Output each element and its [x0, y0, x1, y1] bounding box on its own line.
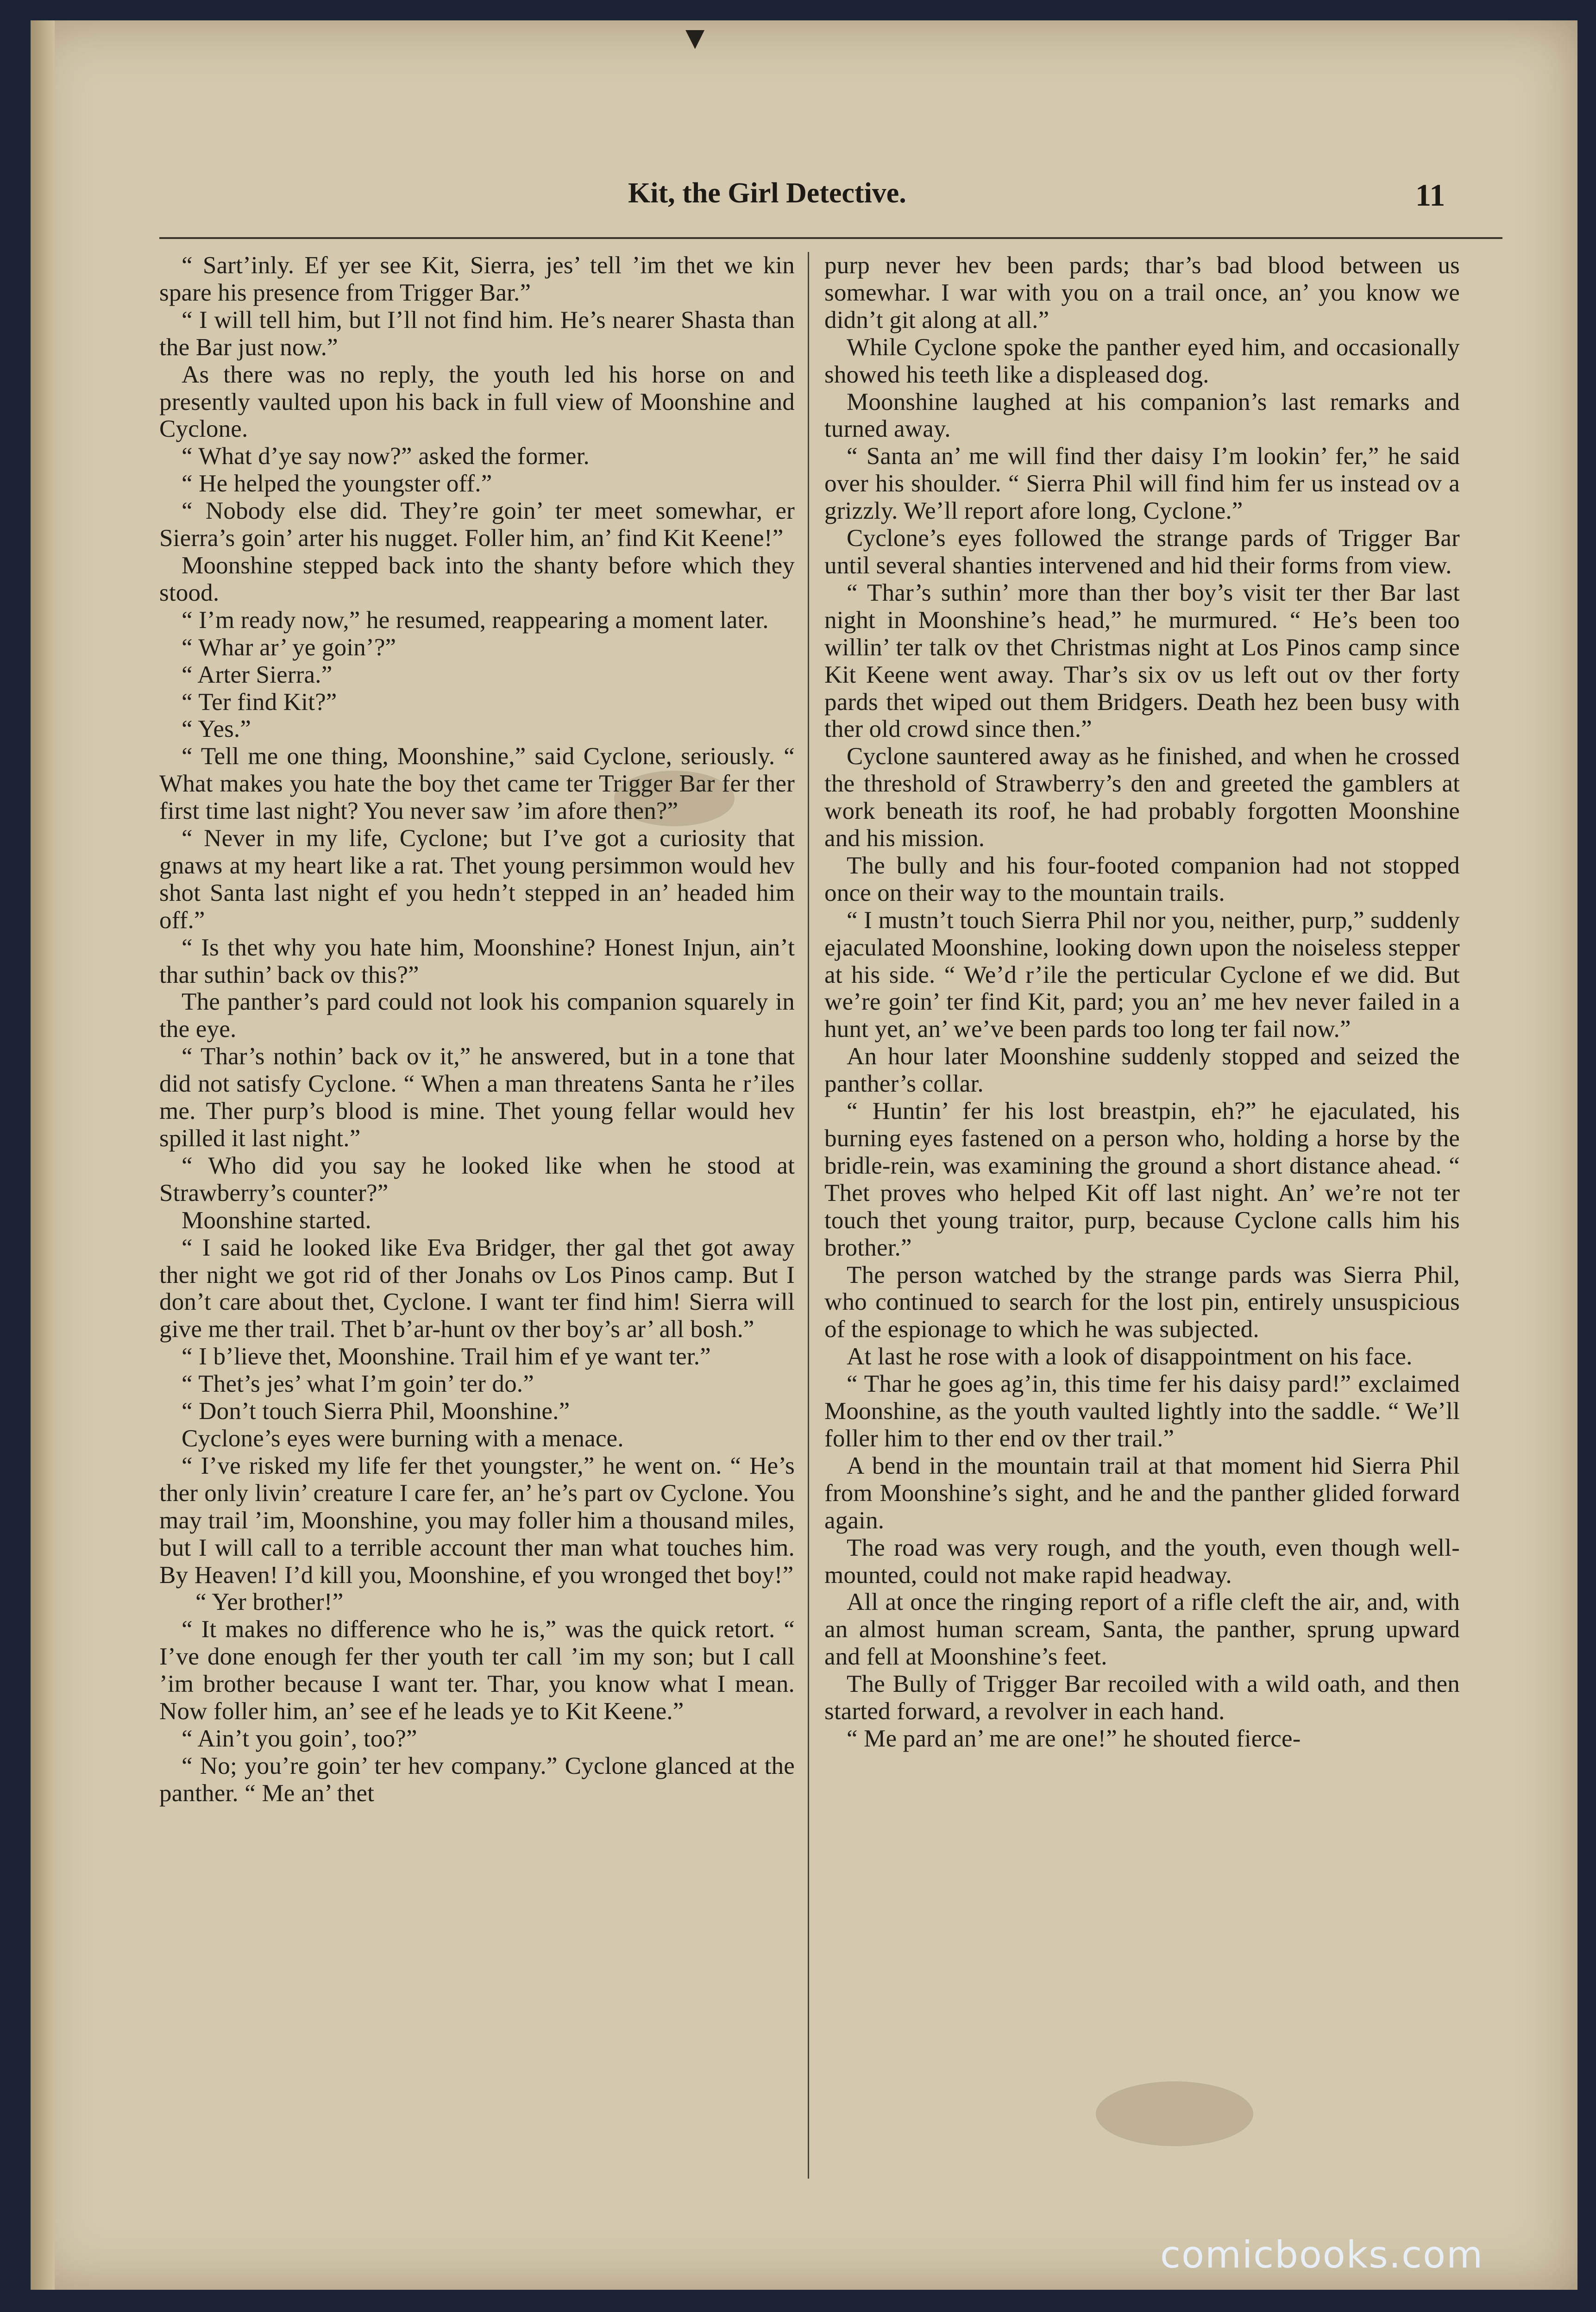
header-rule	[159, 237, 1502, 239]
paragraph: “ Never in my life, Cyclone; but I’ve got a curiosity that gnaws at my heart like a rat. Thet young persimmon would hev shot Santa last night ef you hedn’t stepped in an’ headed him off.”	[159, 825, 795, 934]
paragraph: The bully and his four-footed companion had not stopped once on their way to the mountain trails.	[824, 852, 1460, 906]
paragraph: The Bully of Trigger Bar recoiled with a wild oath, and then started forward, a revolver in each hand.	[824, 1671, 1460, 1725]
paragraph: An hour later Moonshine suddenly stopped and seized the panther’s collar.	[824, 1043, 1460, 1098]
paragraph: “ He helped the youngster off.”	[182, 470, 492, 497]
paragraph: “ I’ve risked my life fer thet youngster,” he went on. “ He’s ther only livin’ creature I care fer, an’ he’s part ov Cyclone. You may trail ’im, Moonshine, you may foller him a thousand miles, but I will call to a terrible account ther man what touches him. By Heaven! I’d kill you, Moonshine, ef you wronged thet boy!”	[159, 1452, 795, 1589]
paragraph: “ Me pard an’ me are one!” he shouted fierce-	[847, 1725, 1301, 1752]
paragraph: “ Sart’inly. Ef yer see Kit, Sierra, jes’ tell ’im thet we kin spare his presence from Trigger Bar.”	[159, 252, 795, 306]
paragraph: “ Whar ar’ ye goin’?”	[182, 634, 396, 661]
paragraph: “ I mustn’t touch Sierra Phil nor you, neither, purp,” suddenly ejaculated Moonshine, looking down upon the noiseless stepper at his side. “ We’d r’ile the perticular Cyclone ef we did. But we’re goin’ ter find Kit, pard; you an’ me hev never failed in a hunt yet, an’ we’ve been pards too long ter fail now.”	[824, 906, 1460, 1043]
paragraph: “ Is thet why you hate him, Moonshine? Honest Injun, ain’t thar suthin’ back ov this?”	[159, 934, 795, 988]
paragraph: “ I said he looked like Eva Bridger, ther gal thet got away ther night we got rid of ther Jonahs ov Los Pinos camp. But I don’t care about thet, Cyclone. I want ter find him! Sierra will give me ther trail. Thet b’ar-hunt ov ther boy’s ar’ all bosh.”	[159, 1234, 795, 1343]
paragraph: As there was no reply, the youth led his horse on and presently vaulted upon his back in full view of Moonshine and Cyclone.	[159, 361, 795, 443]
paragraph: Moonshine stepped back into the shanty before which they stood.	[159, 552, 795, 606]
page-header	[31, 177, 1457, 223]
paragraph: While Cyclone spoke the panther eyed him, and occasionally showed his teeth like a displeased dog.	[824, 333, 1460, 388]
paragraph: “ Yer brother!”	[195, 1589, 344, 1616]
text-column-left	[159, 252, 795, 2206]
paragraph: “ I’m ready now,” he resumed, reappearing a moment later.	[182, 606, 769, 634]
paragraph: “ Huntin’ fer his lost breastpin, eh?” he ejaculated, his burning eyes fastened on a person who, holding a horse by the bridle-rein, was examining the ground a short distance ahead. “ Thet proves who helped Kit off last night. An’ we’re not ter touch thet young traitor, purp, because Cyclone calls him his brother.”	[824, 1098, 1460, 1261]
paragraph: All at once the ringing report of a rifle cleft the air, and, with an almost human scream, Santa, the panther, sprung upward and fell at Moonshine’s feet.	[824, 1589, 1460, 1671]
book-page	[31, 20, 1577, 2290]
paragraph: “ Thar he goes ag’in, this time fer his daisy pard!” exclaimed Moonshine, as the youth vaulted lightly into the saddle. “ We’ll foller him to ther end ov ther trail.”	[824, 1370, 1460, 1452]
paragraph: “ Tell me one thing, Moonshine,” said Cyclone, seriously. “ What makes you hate the boy thet came ter Trigger Bar fer ther first time last night? You never saw ’im afore then?”	[159, 743, 795, 825]
paragraph: “ Don’t touch Sierra Phil, Moonshine.”	[182, 1398, 570, 1425]
paragraph: “ Arter Sierra.”	[182, 661, 333, 688]
paragraph: At last he rose with a look of disappointment on his face.	[847, 1343, 1413, 1370]
paragraph: “ It makes no difference who he is,” was the quick retort. “ I’ve done enough fer ther youth ter call ’im my son; but I call ’im brother because I want ter. Thar, you know what I mean. Now foller him, an’ see ef he leads ye to Kit Keene.”	[159, 1616, 795, 1725]
paragraph: “ Nobody else did. They’re goin’ ter meet somewhar, er Sierra’s goin’ arter his nugget. Foller him, an’ find Kit Keene!”	[159, 497, 795, 552]
paragraph: “ Ter find Kit?”	[182, 688, 337, 716]
paragraph: “ What d’ye say now?” asked the former.	[182, 443, 590, 470]
paragraph: “ Thar’s suthin’ more than ther boy’s visit ter ther Bar last night in Moonshine’s head,” he murmured. “ He’s been too willin’ ter talk ov thet Christmas night at Los Pinos camp since Kit Keene went away. Thar’s six ov us left out ov ther forty pards thet wiped out them Bridgers. Death hez been busy with ther old crowd since then.”	[824, 579, 1460, 743]
site-watermark: comicbooks.com	[1160, 2233, 1484, 2276]
paragraph: Moonshine started.	[182, 1206, 371, 1234]
paragraph: The person watched by the strange pards was Sierra Phil, who continued to search for the lost pin, entirely unsuspicious of the espionage to which he was subjected.	[824, 1261, 1460, 1343]
paragraph: “ Who did you say he looked like when he stood at Strawberry’s counter?”	[159, 1152, 795, 1206]
paragraph: “ Santa an’ me will find ther daisy I’m lookin’ fer,” he said over his shoulder. “ Sierra Phil will find him fer us instead ov a grizzly. We’ll report afore long, Cyclone.”	[824, 443, 1460, 525]
paragraph: “ Thar’s nothin’ back ov it,” he answered, but in a tone that did not satisfy Cyclone. “ When a man threatens Santa he r’iles me. Ther purp’s blood is mine. Thet young fellar would hev spilled it last night.”	[159, 1043, 795, 1152]
paragraph: Cyclone’s eyes were burning with a menace.	[182, 1425, 624, 1452]
running-title: Kit, the Girl Detective.	[628, 177, 906, 209]
page-gutter	[31, 20, 55, 2290]
paragraph: “ Thet’s jes’ what I’m goin’ ter do.”	[182, 1370, 534, 1398]
paragraph: Cyclone sauntered away as he finished, and when he crossed the threshold of Strawberry’s den and greeted the gamblers at work beneath its roof, he had probably forgotten Moonshine and his mission.	[824, 743, 1460, 852]
paragraph: The panther’s pard could not look his companion squarely in the eye.	[159, 988, 795, 1043]
paragraph: “ Ain’t you goin’, too?”	[182, 1725, 417, 1752]
paragraph: “ I b’lieve thet, Moonshine. Trail him ef ye want ter.”	[182, 1343, 711, 1370]
paragraph: “ Yes.”	[182, 716, 251, 743]
text-column-right	[824, 252, 1460, 2206]
column-divider	[808, 252, 809, 2179]
paragraph: The road was very rough, and the youth, even though well-mounted, could not make rapid headway.	[824, 1534, 1460, 1589]
paragraph: A bend in the mountain trail at that moment hid Sierra Phil from Moonshine’s sight, and he and the panther glided forward again.	[824, 1452, 1460, 1534]
paragraph: Cyclone’s eyes followed the strange pards of Trigger Bar until several shanties intervened and hid their forms from view.	[824, 525, 1460, 579]
binding-mark: ▼	[679, 20, 711, 56]
page-number: 11	[1415, 177, 1445, 213]
paragraph: “ I will tell him, but I’ll not find him. He’s nearer Shasta than the Bar just now.”	[159, 306, 795, 361]
paragraph: Moonshine laughed at his companion’s last remarks and turned away.	[824, 388, 1460, 443]
paragraph: purp never hev been pards; thar’s bad blood between us somewhar. I war with you on a trail once, an’ you know we didn’t git along at all.”	[824, 252, 1460, 333]
paragraph: “ No; you’re goin’ ter hev company.” Cyclone glanced at the panther. “ Me an’ thet	[159, 1752, 795, 1807]
